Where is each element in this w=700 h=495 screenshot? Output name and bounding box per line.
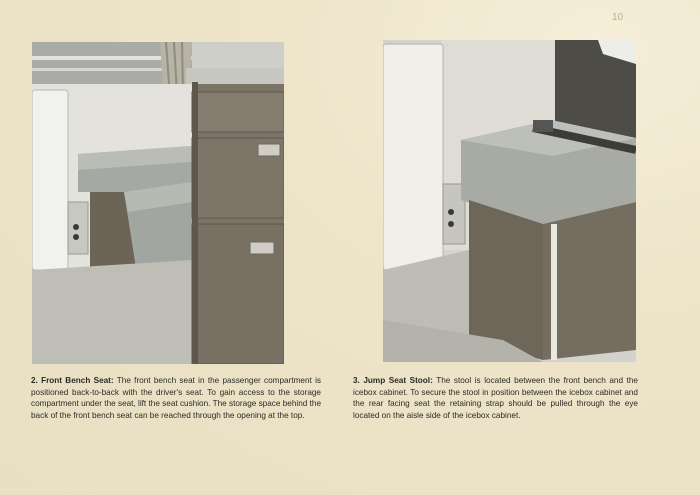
caption-body: The stool is located between the front bench and the icebox cabinet. To secure the stool in position between the icebox cabinet and the rear facing seat the retaining strap should be pulled through the eye located on the aisle side of the icebox cabinet. bbox=[353, 376, 638, 420]
page-number: 10 bbox=[612, 12, 624, 23]
front-bench-seat-photo bbox=[32, 42, 284, 364]
front-bench-seat-caption bbox=[31, 375, 321, 421]
front-bench-seat-illustration bbox=[32, 42, 284, 364]
caption-body: The front bench seat in the passenger compartment is positioned back-to-back with the driver's seat. To gain access to the storage compartment under the seat, lift the seat cushion. The storage space behind the back of the front bench seat can be reached through the opening at the top. bbox=[31, 376, 321, 420]
jump-seat-stool-caption bbox=[353, 375, 638, 421]
caption-title: 2. Front Bench Seat: bbox=[31, 376, 114, 385]
jump-seat-stool-illustration bbox=[383, 40, 636, 362]
caption-title: 3. Jump Seat Stool: bbox=[353, 376, 433, 385]
jump-seat-stool-photo bbox=[383, 40, 636, 362]
